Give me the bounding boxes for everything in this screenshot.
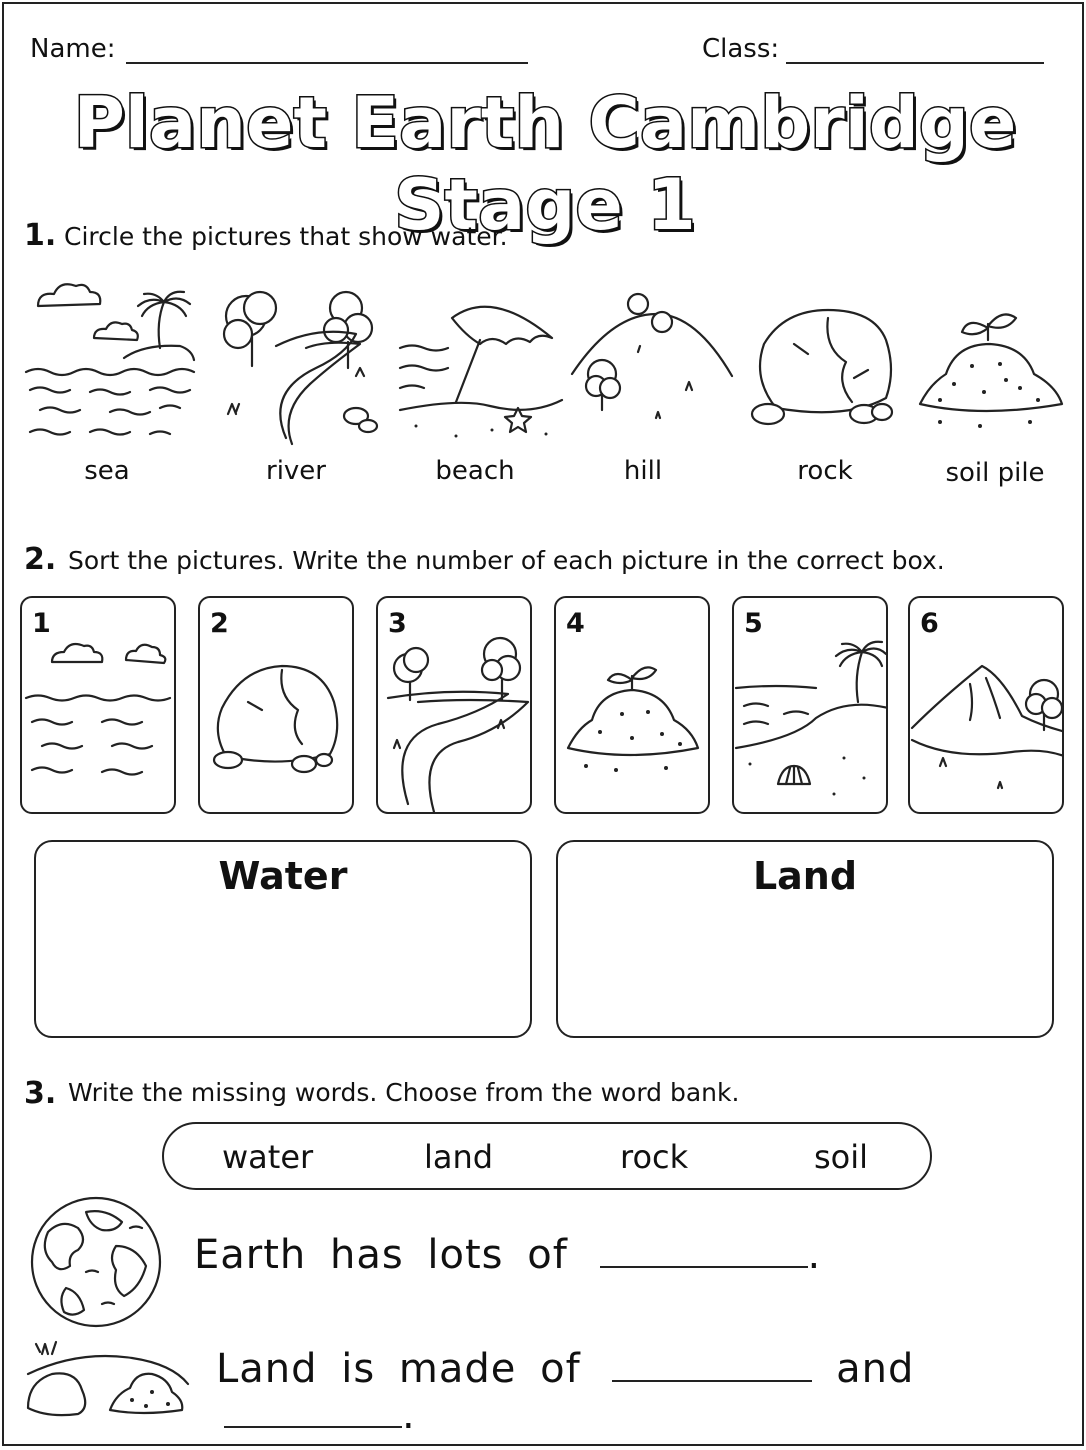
q1-number: 1.	[24, 218, 57, 253]
beach-icon[interactable]	[396, 284, 566, 448]
water-box[interactable]	[34, 840, 532, 1038]
globe-icon	[26, 1192, 166, 1332]
card-number: 6	[920, 608, 939, 639]
card-number: 4	[566, 608, 585, 639]
sentence-1-text: Earth has lots of	[194, 1232, 568, 1278]
caption-beach: beach	[435, 456, 515, 486]
name-label: Name:	[30, 34, 116, 64]
word-bank-item: water	[222, 1138, 314, 1176]
sentence-2-and: and	[836, 1346, 915, 1392]
word-bank	[162, 1122, 932, 1190]
sentence-2-text: Land is made of	[216, 1346, 581, 1392]
land-box[interactable]	[556, 840, 1054, 1038]
sort-card-2[interactable]	[198, 596, 354, 814]
word-bank-item: land	[424, 1138, 494, 1176]
q2-number: 2.	[24, 542, 57, 577]
land-rocks-icon	[22, 1334, 192, 1418]
river-icon[interactable]	[216, 286, 386, 446]
sea-icon[interactable]	[20, 276, 200, 446]
worksheet-page	[2, 2, 1084, 1446]
rock-icon[interactable]	[744, 304, 904, 434]
page-title: Planet Earth Cambridge Stage 1	[73, 82, 1017, 246]
hill-icon[interactable]	[568, 290, 738, 440]
sentence-2-blank-2[interactable]	[224, 1392, 402, 1428]
sentence-2	[216, 1346, 1082, 1438]
caption-river: river	[266, 456, 326, 486]
water-box-label: Water	[218, 854, 348, 898]
soil-pile-icon[interactable]	[910, 304, 1070, 434]
card-number: 3	[388, 608, 407, 639]
sentence-2-blank-1[interactable]	[612, 1346, 812, 1382]
sentence-1	[194, 1232, 821, 1278]
sentence-1-blank[interactable]	[600, 1232, 808, 1268]
caption-soil-pile: soil pile	[945, 458, 1045, 488]
q2-text: Sort the pictures. Write the number of each picture in the correct box.	[68, 546, 945, 575]
class-label: Class:	[702, 34, 780, 64]
caption-hill: hill	[623, 456, 663, 486]
sort-card-5[interactable]	[732, 596, 888, 814]
q3-number: 3.	[24, 1076, 57, 1111]
class-line[interactable]	[786, 62, 1044, 64]
sort-card-1[interactable]	[20, 596, 176, 814]
q3-text: Write the missing words. Choose from the word bank.	[68, 1078, 740, 1107]
card-number: 1	[32, 608, 51, 639]
sort-card-6[interactable]	[908, 596, 1064, 814]
sentence-2-end: .	[402, 1392, 416, 1438]
card-number: 2	[210, 608, 229, 639]
sort-card-3[interactable]	[376, 596, 532, 814]
caption-sea: sea	[84, 456, 130, 486]
q1-text: Circle the pictures that show water.	[64, 222, 508, 251]
caption-rock: rock	[797, 456, 853, 486]
sort-card-4[interactable]	[554, 596, 710, 814]
land-box-label: Land	[752, 854, 858, 898]
word-bank-item: soil	[814, 1138, 869, 1176]
name-line[interactable]	[126, 62, 528, 64]
sentence-1-end: .	[807, 1232, 822, 1278]
word-bank-item: rock	[620, 1138, 689, 1176]
card-number: 5	[744, 608, 763, 639]
